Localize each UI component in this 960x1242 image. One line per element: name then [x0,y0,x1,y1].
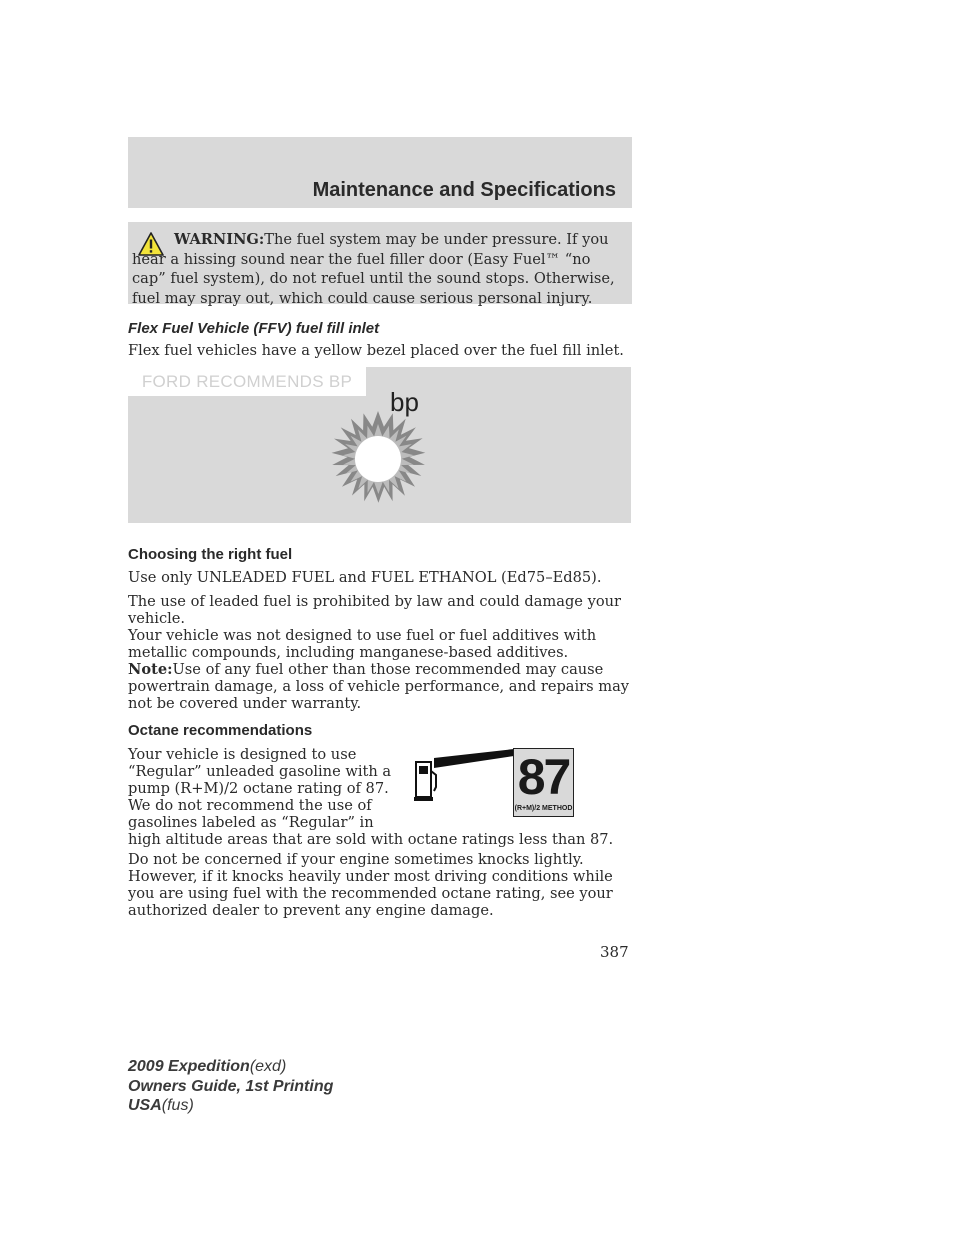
fuel-pump-icon [414,747,524,817]
octane-p1-line: high altitude areas that are sold with octane ratings less than 87. [128,831,614,848]
octane-number: 87 [517,749,570,805]
choosing-fuel-heading: Choosing the right fuel [128,546,293,563]
footer-model: 2009 Expedition [128,1058,250,1075]
warning-text-block [132,230,626,308]
octane-heading: Octane recommendations [128,722,313,739]
footer-market: USA [128,1097,162,1114]
choosing-p3: Your vehicle was not designed to use fuel or fuel additives with metallic compounds, including manganese-based additives. [128,627,597,661]
octane-p1-line: Your vehicle is designed to use [128,746,357,763]
page-number: 387 [600,943,629,961]
octane-p1-line: gasolines labeled as “Regular” in [128,814,374,831]
note-label: Note: [128,661,173,678]
footer-line-market [128,1096,333,1116]
section-title: Maintenance and Specifications [312,179,616,201]
note-text: Use of any fuel other than those recommended may cause powertrain damage, a loss of vehicle performance, and repairs may not be covered under warranty. [128,661,630,712]
octane-p1-line: We do not recommend the use of [128,797,372,814]
footer [128,1057,333,1116]
octane-p2: Do not be concerned if your engine sometimes knocks lightly. However, if it knocks heavily under most driving conditions while you are using fuel with the recommended octane rating, see your authorized dealer to prevent any engine damage. [128,851,613,919]
note-paragraph [128,661,633,712]
warning-label: WARNING: [174,231,265,248]
footer-line-model [128,1057,333,1077]
footer-model-code: (exd) [249,1058,287,1075]
octane-p1-line: “Regular” unleaded gasoline with a [128,763,392,780]
footer-guide: Owners Guide, 1st Printing [128,1077,334,1095]
bp-helios-logo-icon [330,411,426,507]
ffv-text: Flex fuel vehicles have a yellow bezel placed over the fuel fill inlet. [128,342,624,359]
ffv-heading: Flex Fuel Vehicle (FFV) fuel fill inlet [128,320,380,337]
choosing-p1: Use only UNLEADED FUEL and FUEL ETHANOL (Ed75–Ed85). [128,569,602,586]
octane-label [513,748,574,817]
footer-market-code: (fus) [161,1097,194,1114]
octane-p1-line: pump (R+M)/2 octane rating of 87. [128,780,389,797]
warning-box [128,222,632,307]
octane-rating-graphic [414,747,574,817]
bp-banner: FORD RECOMMENDS BP [128,367,366,396]
choosing-p2: The use of leaded fuel is prohibited by law and could damage your vehicle. [128,593,621,627]
warning-body: The fuel system may be under pressure. If you hear a hissing sound near the fuel filler door (Easy Fuel™ “no cap” fuel system), do not refuel until the sound stops. Otherwise, fuel may spray out, which could cause serious personal injury. [132,231,615,307]
header-band [128,137,632,208]
footer-line-guide [128,1077,333,1097]
octane-method: (R+M)/2 METHOD [514,805,573,812]
bp-image-panel [128,367,631,523]
bp-logo-text: bp [390,387,419,417]
